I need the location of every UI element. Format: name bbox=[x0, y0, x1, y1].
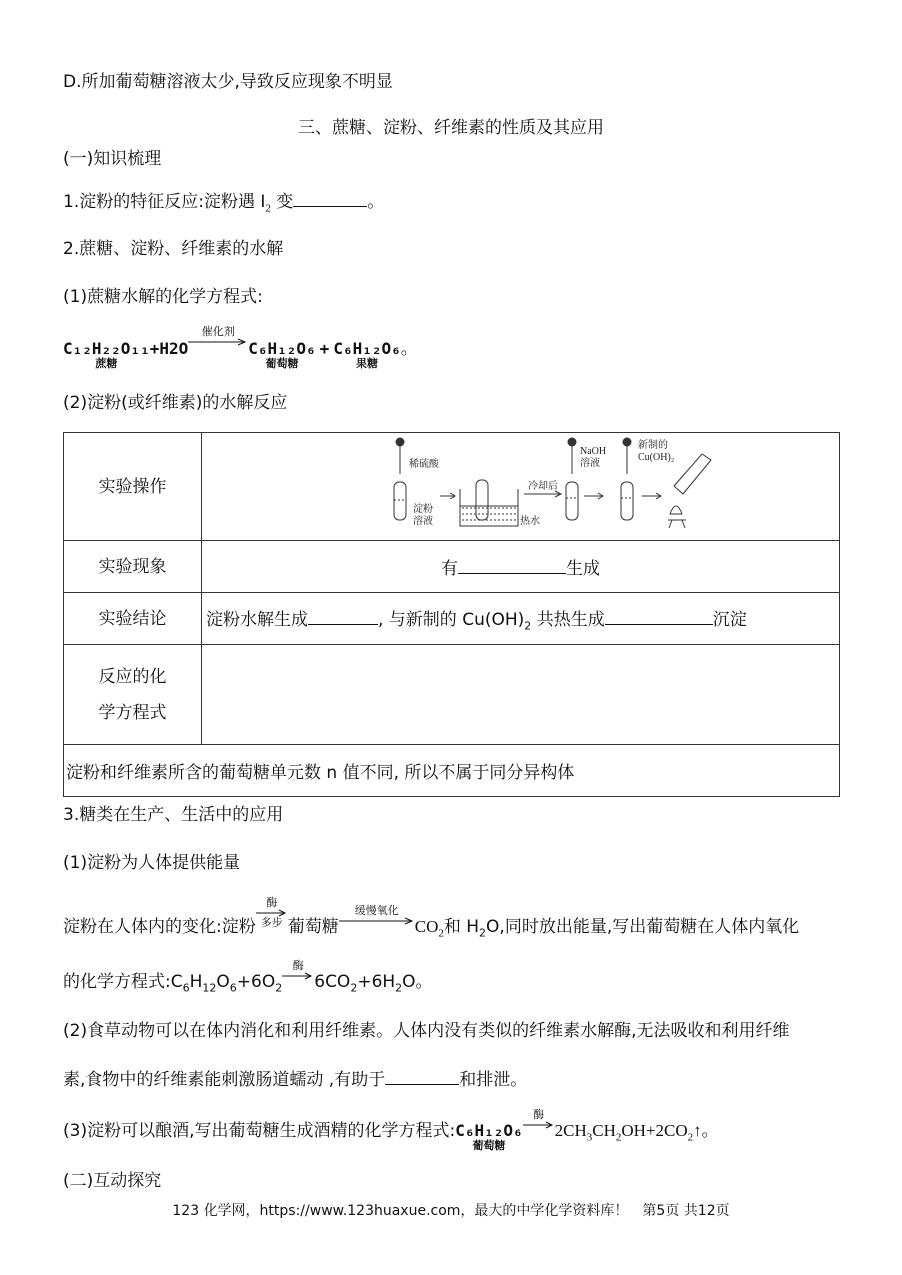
item3-title: 3.糖类在生产、生活中的应用 bbox=[63, 805, 284, 825]
svg-text:热水: 热水 bbox=[520, 515, 540, 527]
blank-product[interactable] bbox=[308, 606, 378, 625]
item3-1-text2: 的化学方程式$:C_6H_{12}O_6+6O_2$ 酶 $6CO_2+6H_2O$。 bbox=[63, 959, 433, 995]
label-acid: 稀硫酸 bbox=[409, 458, 439, 470]
section-title: 三、蔗糖、淀粉、纤维素的性质及其应用 bbox=[298, 118, 604, 138]
svg-text:淀粉: 淀粉 bbox=[413, 503, 433, 515]
item2-1: (1)蔗糖水解的化学方程式: bbox=[63, 287, 263, 307]
sucrose-equation: C₁₂H₂₂O₁₁ 蔗糖 +H2O 催化剂 C₆H₁₂O₆ 葡萄糖 + C₆H₁₂O₆ 果糖 。 bbox=[63, 325, 418, 370]
row-operation-label: 实验操作 bbox=[64, 433, 202, 541]
blank-precipitate[interactable] bbox=[605, 606, 713, 625]
table-note: 淀粉和纤维素所含的葡萄糖单元数 n 值不同, 所以不属于同分异构体 bbox=[64, 745, 840, 797]
part1-title: (一)知识梳理 bbox=[63, 149, 162, 169]
svg-text:新制的: 新制的 bbox=[638, 439, 668, 451]
svg-text:冷却后: 冷却后 bbox=[528, 480, 558, 492]
blank-digestion[interactable] bbox=[385, 1066, 459, 1085]
svg-text:溶液: 溶液 bbox=[580, 457, 600, 469]
page-footer: 123 化学网，https://www.123huaxue.com，最大的中学化学资料库！ 第5页 共12页 bbox=[172, 1203, 730, 1219]
row-phenomenon-label: 实验现象 bbox=[64, 541, 202, 593]
item3-3: (3)淀粉可以酿酒,写出葡萄糖生成酒精的化学方程式:C₆H₁₂O₆ 葡萄糖 酶 $2CH_3CH_2OH+2CO_2↑$。 bbox=[63, 1108, 719, 1152]
equation-answer-area[interactable] bbox=[202, 645, 840, 745]
item3-2-line2: 素,食物中的纤维素能刺激肠道蠕动 ,有助于 和排泄。 bbox=[63, 1066, 527, 1092]
blank-color[interactable] bbox=[293, 188, 367, 207]
item3-2-line1: (2)食草动物可以在体内消化和利用纤维素。人体内没有类似的纤维素水解酶,无法吸收和利用纤维 bbox=[63, 1021, 790, 1041]
item3-1-text: 淀粉在人体内的变化:淀粉 酶 多步 葡萄糖 缓慢氧化 $CO_2$和 $H_2O$,同时放出能量,写出葡萄糖在人体内氧化 bbox=[63, 896, 800, 940]
item2-title: 2.蔗糖、淀粉、纤维素的水解 bbox=[63, 239, 284, 259]
item1: 1.淀粉的特征反应:淀粉遇 $I_2$ 变 。 bbox=[63, 188, 384, 220]
item2-2: (2)淀粉(或纤维素)的水解反应 bbox=[63, 393, 288, 413]
row-conclusion-label: 实验结论 bbox=[64, 593, 202, 645]
blank-phenomenon[interactable] bbox=[458, 555, 566, 574]
option-d: D.所加葡萄糖溶液太少,导致反应现象不明显 bbox=[63, 72, 393, 92]
reaction-arrow bbox=[188, 338, 248, 346]
apparatus-diagram bbox=[202, 433, 840, 541]
item3-1: (1)淀粉为人体提供能量 bbox=[63, 853, 241, 873]
svg-text:NaOH: NaOH bbox=[580, 445, 607, 457]
row-equation-label: 反应的化 学方程式 bbox=[64, 645, 202, 745]
part2-title: (二)互动探究 bbox=[63, 1171, 162, 1191]
svg-text:Cu(OH)₂: Cu(OH)₂ bbox=[638, 451, 675, 463]
hydrolysis-table: 实验操作 稀硫酸 淀粉 溶液 冷却后 热水 NaOH 溶液 新制的 Cu(OH)₂ 实验现象 有 生成 实验结论 淀粉水解生成 , 与新制的 $Cu(OH)_2$ 共热生成 沉淀 反应的化 学方程式 淀粉和纤维素所含的葡萄糖单元数 n 值不同, 所以不属于同分异构体 bbox=[63, 432, 840, 797]
svg-text:溶液: 溶液 bbox=[413, 515, 433, 527]
